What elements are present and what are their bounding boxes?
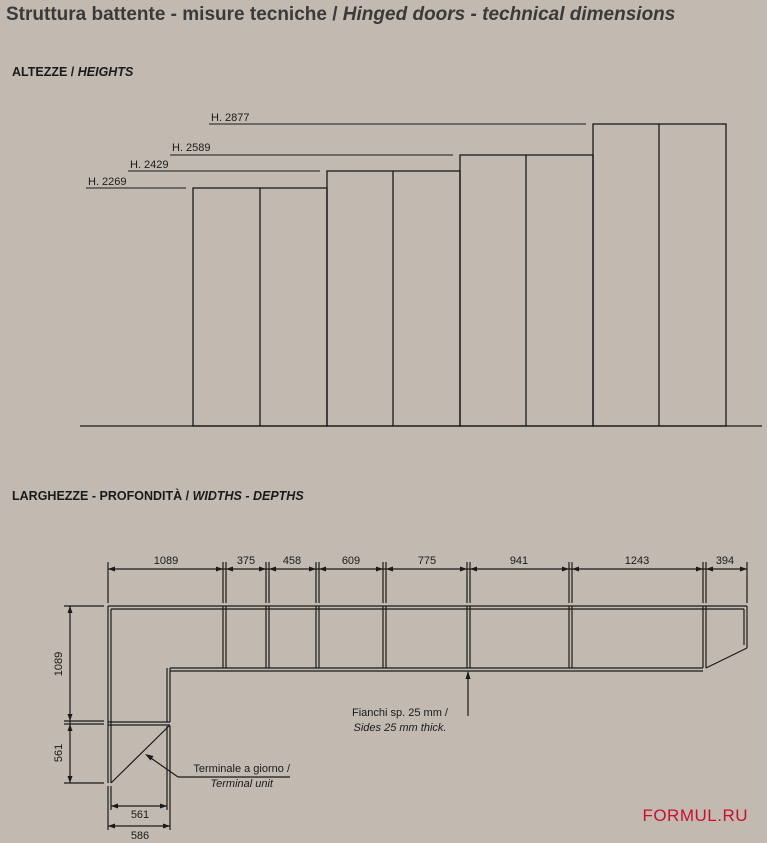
width-label: 1243 [624,555,650,567]
sides-note: Fianchi sp. 25 mm / [352,707,448,719]
widths-section-title: LARGHEZZE - PROFONDITÀ / WIDTHS - DEPTHS [12,489,304,503]
depth-label: 561 [53,743,65,763]
bottom-dimension-label: 561 [130,809,150,821]
heights-section-title: ALTEZZE / HEIGHTS [12,65,134,79]
width-label: 458 [282,555,302,567]
height-label: H. 2877 [211,112,250,124]
terminal-note-italic: Terminal unit [210,778,273,790]
width-label: 609 [341,555,361,567]
bottom-dimension-label: 586 [130,830,150,842]
width-label: 941 [509,555,529,567]
page-title: Struttura battente - misure tecniche / Hinged doors - technical dimensions [6,4,676,25]
depth-label: 1089 [53,651,65,677]
height-label: H. 2269 [88,176,127,188]
width-label: 375 [236,555,256,567]
terminal-note: Terminale a giorno / [193,763,290,775]
width-label: 394 [715,555,735,567]
watermark: FORMUL.RU [642,806,748,825]
height-label: H. 2589 [172,142,211,154]
width-label: 1089 [153,555,179,567]
height-label: H. 2429 [130,159,169,171]
sides-note-italic: Sides 25 mm thick. [353,722,447,734]
width-label: 775 [417,555,437,567]
